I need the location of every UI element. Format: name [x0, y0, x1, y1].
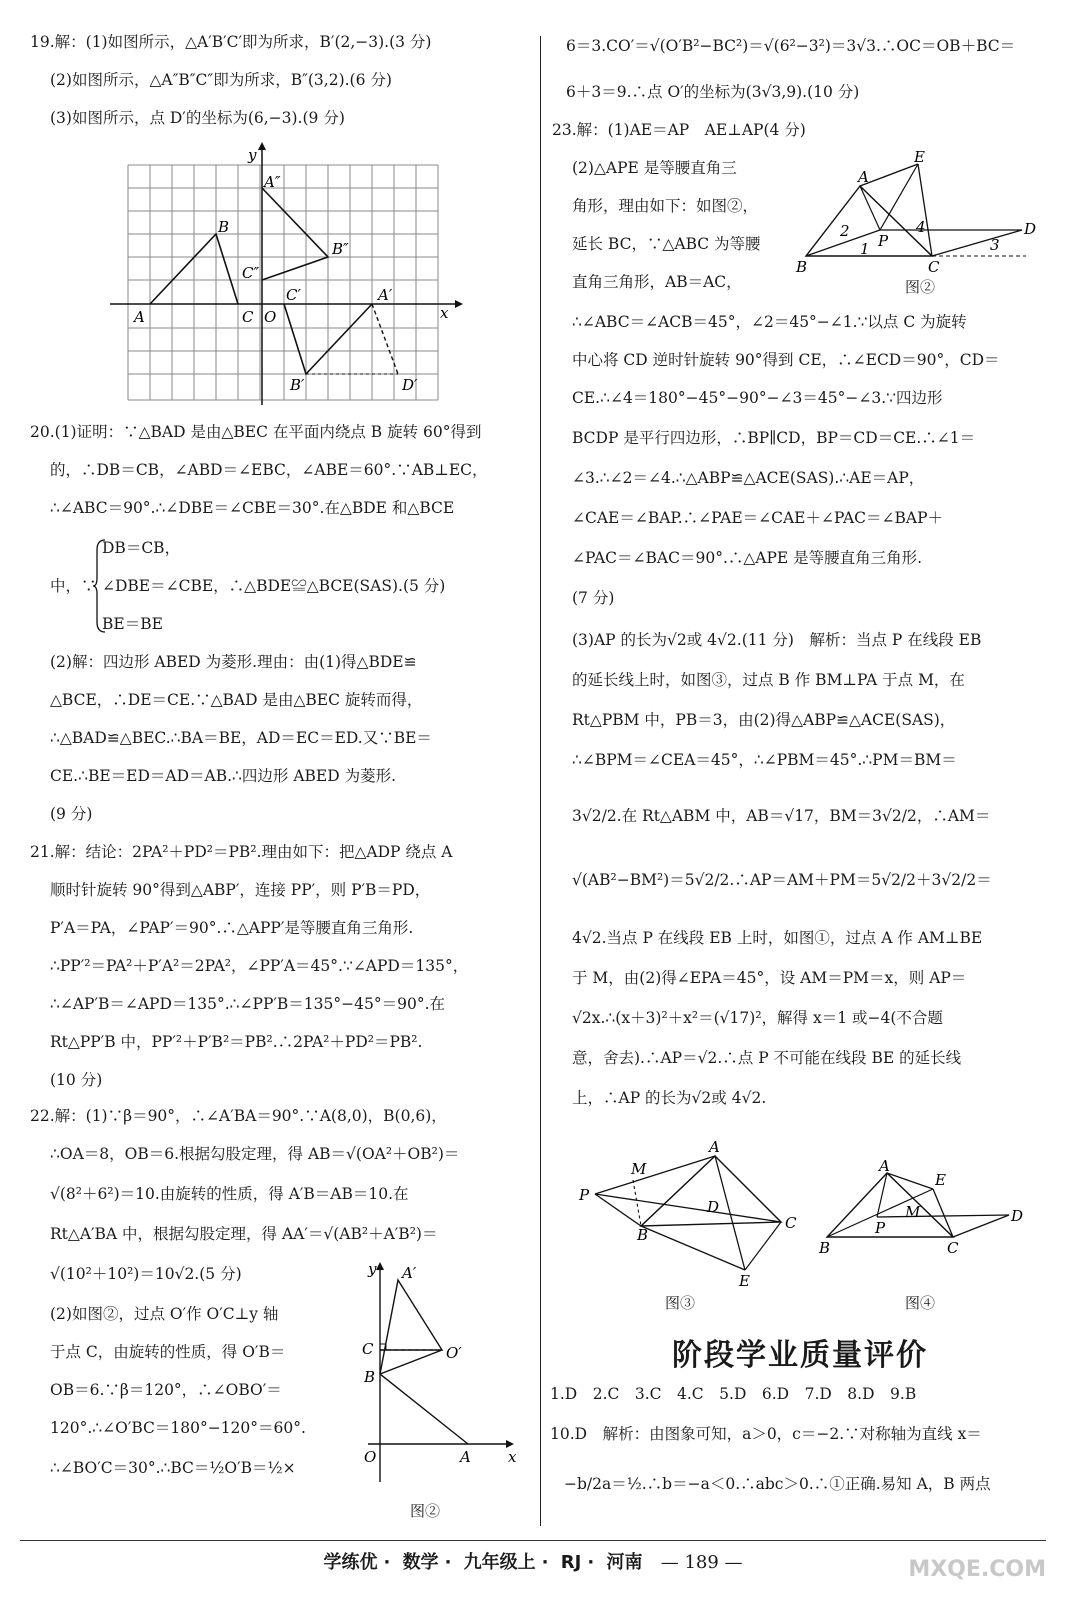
q10-line1: 10.D 解析：由图象可知，a＞0，c＝−2.∵对称轴为直线 x＝: [550, 1425, 982, 1443]
q23-line6: ∴∠ABC＝∠ACB＝45°，∠2＝45°−∠1.∵以点 C 为旋转: [572, 313, 967, 331]
fig3-B: B: [637, 1226, 649, 1244]
footer-brand: 学练优: [323, 1552, 378, 1573]
q23-figure-4: [815, 1155, 1035, 1265]
fig4-E: E: [935, 1171, 946, 1189]
fig4-D: D: [1011, 1207, 1024, 1225]
q21-line6: Rt△PP′B 中，PP′²＋P′B²＝PB².∴2PA²＋PD²＝PB².: [50, 1033, 423, 1051]
q23-figure-2: [790, 150, 1040, 280]
q23-line15: 的延长线上时，如图③，过点 B 作 BM⊥PA 于点 M，在: [572, 671, 965, 689]
q22-line7: 于点 C，由旋转的性质，得 O′B＝: [50, 1343, 286, 1361]
footer-region: 河南: [606, 1552, 643, 1573]
q21-line5: ∴∠AP′B＝∠APD＝135°.∴∠PP′B＝135°−45°＝90°.在: [50, 995, 445, 1013]
fig2-1: 1: [860, 240, 870, 258]
q23-line24: 上，∴AP 的长为√2或 4√2.: [572, 1089, 767, 1107]
fig19-D1: D′: [402, 376, 418, 394]
fig3-E: E: [739, 1272, 750, 1290]
fig19-B: B: [218, 218, 230, 236]
fig19-C: C: [242, 308, 254, 326]
q23-line3: 角形，理由如下：如图②，: [572, 197, 759, 215]
fig19-A: A: [134, 308, 145, 326]
q22-cont2: 6＋3＝9.∴点 O′的坐标为(3√3,9).(10 分): [566, 83, 860, 101]
fig19-O: O: [264, 308, 277, 326]
fig4-C: C: [947, 1239, 959, 1257]
q23-line16: Rt△PBM 中，PB＝3，由(2)得△ABP≌△ACE(SAS)，: [572, 711, 956, 729]
fig19-B1: B′: [290, 376, 305, 394]
q21-line7: (10 分): [50, 1071, 103, 1089]
fig2-4: 4: [916, 218, 926, 236]
q10-line2: −b/2a＝½.∴b＝−a＜0.∴abc＞0.∴①正确.易知 A，B 两点: [564, 1475, 991, 1493]
fig19-y: y: [248, 146, 257, 164]
q22-line5: √(10²＋10²)＝10√2.(5 分): [50, 1265, 242, 1283]
fig19-C2: C″: [242, 264, 260, 282]
q23-line7: 中心将 CD 逆时针旋转 90°得到 CE，∴∠ECD＝90°，CD＝: [572, 351, 1000, 369]
fig2-D: D: [1024, 220, 1037, 238]
page-footer: 学练优 · 数学 · 九年级上 · RJ · 河南 — 189 —: [323, 1552, 743, 1573]
q23-line22: √2x.∴(x＋3)²＋x²＝(√17)²，解得 x＝1 或−4(不合题: [572, 1009, 943, 1027]
q22-line4: Rt△A′BA 中，根据勾股定理，得 AA′＝√(AB²＋A′B²)＝: [50, 1225, 438, 1243]
fig19-C1: C′: [286, 286, 301, 304]
q20-system2: ∠DBE＝∠CBE，∴△BDE≌△BCE(SAS).(5 分): [102, 577, 446, 595]
fig3-M: M: [631, 1160, 647, 1178]
q20-line7: CE.∴BE＝ED＝AD＝AB.∴四边形 ABED 为菱形.: [50, 767, 397, 785]
fig3-caption: 图③: [665, 1294, 696, 1312]
fig22-C: C: [362, 1340, 374, 1358]
q19-line3: (3)如图所示，点 D′的坐标为(6,−3).(9 分): [50, 109, 345, 127]
q20-line4: (2)解：四边形 ABED 为菱形.理由：由(1)得△BDE≌: [50, 653, 417, 671]
q23-line21: 于 M，由(2)得∠EPA＝45°，设 AM＝PM＝x，则 AP＝: [572, 969, 967, 987]
q22-line6: (2)如图②，过点 O′作 O′C⊥y 轴: [50, 1305, 279, 1323]
fig3-A: A: [709, 1140, 720, 1156]
q22-line10: ∴∠BO′C＝30°.∴BC＝½O′B＝½×: [50, 1459, 296, 1477]
fig22-caption: 图②: [410, 1502, 441, 1520]
q22-figure: [360, 1262, 520, 1492]
fig2-A: A: [858, 168, 869, 186]
fig4-A: A: [879, 1157, 890, 1175]
fig2-2: 2: [840, 222, 850, 240]
fig2-caption: 图②: [905, 278, 936, 296]
q19-line1: 19.解：(1)如图所示，△A′B′C′即为所求，B′(2,−3).(3 分): [30, 33, 432, 51]
fig22-y: y: [368, 1262, 377, 1278]
fig19-A2: A″: [264, 173, 281, 191]
fig3-D: D: [707, 1198, 720, 1216]
q23-line13: (7 分): [572, 589, 615, 607]
q22-line3: √(8²＋6²)＝10.由旋转的性质，得 A′B＝AB＝10.在: [50, 1185, 409, 1203]
q22-line9: 120°.∴∠O′BC＝180°−120°＝60°.: [50, 1419, 306, 1437]
q20-system-lead: 中，∵: [50, 577, 97, 595]
q20-line3: ∴∠ABC＝90°.∴∠DBE＝∠CBE＝30°.在△BDE 和△BCE: [50, 499, 455, 517]
q20-line2: 的，∴DB＝CB，∠ABD＝∠EBC，∠ABE＝60°.∵AB⊥EC，: [50, 461, 488, 479]
q22-line2: ∴OA＝8，OB＝6.根据勾股定理，得 AB＝√(OA²＋OB²)＝: [50, 1145, 460, 1163]
fig22-x: x: [508, 1448, 517, 1466]
q23-line20: 4√2.当点 P 在线段 EB 上时，如图①，过点 A 作 AM⊥BE: [572, 929, 983, 947]
system-brace: [93, 538, 107, 634]
q23-line9: BCDP 是平行四边形，∴BP∥CD，BP＝CD＝CE.∴∠1＝: [572, 429, 976, 447]
fig22-O: O: [364, 1448, 377, 1466]
q23-line12: ∠PAC＝∠BAC＝90°.∴△APE 是等腰直角三角形.: [572, 549, 923, 567]
mc-answers: 1.D 2.C 3.C 4.C 5.D 6.D 7.D 8.D 9.B: [550, 1385, 917, 1403]
q23-line14: (3)AP 的长为√2或 4√2.(11 分) 解析：当点 P 在线段 EB: [572, 631, 982, 649]
q23-line1: 23.解：(1)AE＝AP AE⊥AP(4 分): [552, 121, 806, 139]
fig4-B: B: [819, 1239, 831, 1257]
fig19-x: x: [440, 304, 449, 322]
fig2-3: 3: [990, 236, 1000, 254]
footer-edition: RJ: [560, 1552, 582, 1573]
fig4-P: P: [875, 1219, 886, 1237]
fig3-P: P: [579, 1186, 590, 1204]
q23-line4: 延长 BC，∵△ABC 为等腰: [572, 235, 761, 253]
q21-line2: 顺时针旋转 90°得到△ABP′，连接 PP′，则 P′B＝PD，: [50, 881, 431, 899]
q23-line23: 意，舍去).∴AP＝√2.∴点 P 不可能在线段 BE 的延长线: [572, 1049, 962, 1067]
q19-line2: (2)如图所示，△A″B″C″即为所求，B″(3,2).(6 分): [50, 71, 392, 89]
watermark: MXQE.COM: [908, 1557, 1046, 1582]
q21-line3: P′A＝PA，∠PAP′＝90°.∴△APP′是等腰直角三角形.: [50, 919, 414, 937]
q21-line4: ∴PP′²＝PA²＋P′A²＝2PA²，∠PP′A＝45°.∵∠APD＝135°，: [50, 957, 469, 975]
q23-line10: ∠3.∴∠2＝∠4.∴△ABP≌△ACE(SAS).∴AE＝AP，: [572, 469, 925, 487]
q22-line8: OB＝6.∵β＝120°，∴∠OBO′＝: [50, 1381, 282, 1399]
footer-grade: 九年级上: [463, 1552, 536, 1573]
q23-line19: √(AB²−BM²)＝5√2/2.∴AP＝AM＋PM＝5√2/2＋3√2/2＝: [572, 871, 992, 889]
fig22-B: B: [364, 1368, 376, 1386]
fig22-A1: A′: [402, 1264, 417, 1282]
fig19-B2: B″: [332, 240, 349, 258]
q20-line8: (9 分): [50, 805, 93, 823]
footer-subject: 数学: [402, 1552, 439, 1573]
q20-system3: BE＝BE: [102, 615, 163, 633]
q19-figure: [100, 140, 470, 410]
fig2-E: E: [914, 150, 925, 166]
column-divider: [540, 36, 541, 1526]
q23-figure-3: [575, 1140, 800, 1290]
fig2-B: B: [796, 258, 808, 276]
page-number: — 189 —: [660, 1552, 743, 1573]
fig19-A1: A′: [378, 286, 393, 304]
q20-line5: △BCE，∴DE＝CE.∵△BAD 是由△BEC 旋转而得，: [50, 691, 423, 709]
section-title: 阶段学业质量评价: [672, 1338, 928, 1373]
q23-line8: CE.∴∠4＝180°−45°−90°−∠3＝45°−∠3.∵四边形: [572, 389, 943, 407]
q23-line2: (2)△APE 是等腰直角三: [572, 159, 737, 177]
fig4-M: M: [905, 1203, 921, 1221]
fig2-C: C: [928, 258, 940, 276]
q22-line1: 22.解：(1)∵β＝90°，∴∠A′BA＝90°.∵A(8,0)，B(0,6)，: [30, 1107, 447, 1125]
q23-line18: 3√2/2.在 Rt△ABM 中，AB＝√17，BM＝3√2/2，∴AM＝: [572, 807, 991, 825]
fig3-C: C: [785, 1214, 797, 1232]
footer-rule: [20, 1540, 1046, 1541]
q23-line5: 直角三角形，AB＝AC，: [572, 273, 742, 291]
fig4-caption: 图④: [905, 1294, 936, 1312]
q20-line6: ∴△BAD≌△BEC.∴BA＝BE，AD＝EC＝ED.又∵BE＝: [50, 729, 432, 747]
fig22-A: A: [460, 1448, 471, 1466]
q20-line1: 20.(1)证明：∵△BAD 是由△BEC 在平面内绕点 B 旋转 60°得到: [30, 423, 482, 441]
fig2-P: P: [878, 232, 889, 250]
fig22-O1: O′: [446, 1344, 462, 1362]
q23-line17: ∴∠BPM＝∠CEA＝45°，∴∠PBM＝45°.∴PM＝BM＝: [572, 751, 957, 769]
q22-cont1: 6＝3.CO′＝√(O′B²−BC²)＝√(6²−3²)＝3√3.∴OC＝OB＋BC＝: [566, 37, 1016, 55]
q23-line11: ∠CAE＝∠BAP.∴∠PAE＝∠CAE＋∠PAC＝∠BAP＋: [572, 509, 944, 527]
q21-line1: 21.解：结论：2PA²＋PD²＝PB².理由如下：把△ADP 绕点 A: [30, 843, 453, 861]
q20-system1: DB＝CB，: [102, 539, 181, 557]
